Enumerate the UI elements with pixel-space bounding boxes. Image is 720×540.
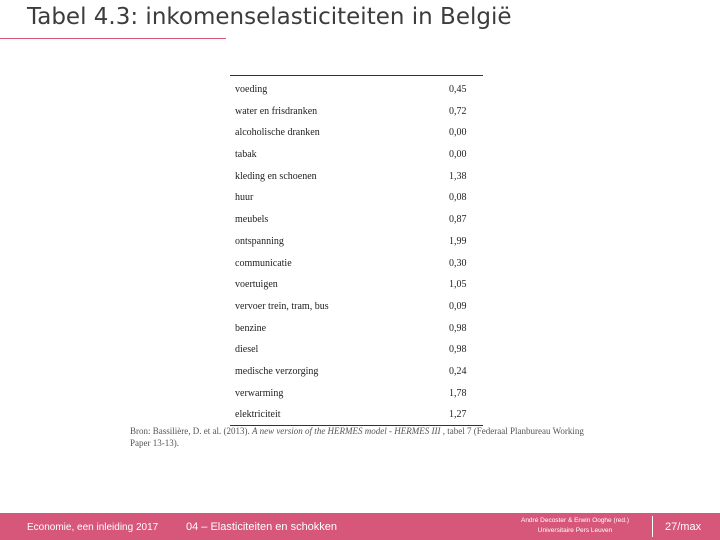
row-value: 0,98: [449, 322, 467, 334]
row-value: 1,78: [449, 387, 467, 399]
footer-divider: [652, 516, 653, 537]
table-row: [230, 382, 483, 404]
table-row: [230, 252, 483, 274]
row-label: communicatie: [235, 257, 292, 269]
table-row: [230, 121, 483, 143]
row-value: 0,00: [449, 149, 467, 161]
table-row: [230, 317, 483, 339]
row-label: kleding en schoenen: [235, 170, 317, 182]
row-label: alcoholische dranken: [235, 127, 320, 139]
row-label: diesel: [235, 344, 259, 356]
row-value: 1,05: [449, 279, 467, 291]
footer-chapter: 04 – Elasticiteiten en schokken: [186, 521, 338, 533]
table-row: [230, 360, 483, 382]
footer-authors-line1: André Decoster & Erwin Ooghe (red.): [520, 517, 630, 524]
footer-bar: [0, 513, 720, 540]
title-underline: [0, 38, 226, 39]
row-value: 0,72: [449, 105, 467, 117]
row-value: 0,98: [449, 344, 467, 356]
table-row: [230, 295, 483, 317]
elasticity-table: [230, 75, 483, 426]
row-label: benzine: [235, 322, 267, 334]
footer-authors-line2: Universitaire Pers Leuven: [537, 527, 613, 534]
row-value: 0,24: [449, 365, 467, 377]
row-label: vervoer trein, tram, bus: [235, 300, 329, 312]
row-label: huur: [235, 192, 254, 204]
row-label: verwarming: [235, 387, 284, 399]
row-label: meubels: [235, 214, 269, 226]
row-label: tabak: [235, 149, 257, 161]
row-label: medische verzorging: [235, 365, 319, 377]
table-row: [230, 165, 483, 187]
row-label: water en frisdranken: [235, 105, 318, 117]
row-value: 0,87: [449, 214, 467, 226]
table-row: [230, 186, 483, 208]
footer-authors: [505, 516, 645, 536]
row-value: 1,99: [449, 235, 467, 247]
table-row: [230, 338, 483, 360]
table-row: [230, 208, 483, 230]
row-label: ontspanning: [235, 235, 284, 247]
table-row: [230, 230, 483, 252]
row-value: 0,30: [449, 257, 467, 269]
row-value: 0,00: [449, 127, 467, 139]
footer-course: Economie, een inleiding 2017: [27, 522, 159, 533]
slide-title: Tabel 4.3: inkomenselasticiteiten in België: [27, 4, 512, 30]
table-row: [230, 100, 483, 122]
source-title: A new version of the HERMES model - HERMES III: [251, 426, 441, 436]
source-note: [130, 425, 600, 449]
table-row: [230, 273, 483, 295]
row-value: 0,08: [449, 192, 467, 204]
page-number: 27/max: [665, 521, 702, 533]
source-prefix: Bron: Bassilière, D. et al. (2013).: [130, 426, 252, 436]
table-row: [230, 78, 483, 100]
row-value: 0,09: [449, 300, 467, 312]
row-value: 1,27: [449, 409, 467, 421]
table-row: [230, 143, 483, 165]
table-row: [230, 403, 483, 425]
row-label: voertuigen: [235, 279, 278, 291]
source-suffix: , tabel 7 (Federaal Planbureau Working Paper 13-13).: [130, 426, 584, 448]
row-label: voeding: [235, 84, 268, 95]
row-value: 0,45: [449, 84, 467, 95]
row-value: 1,38: [449, 170, 467, 182]
row-label: elektriciteit: [235, 409, 281, 421]
